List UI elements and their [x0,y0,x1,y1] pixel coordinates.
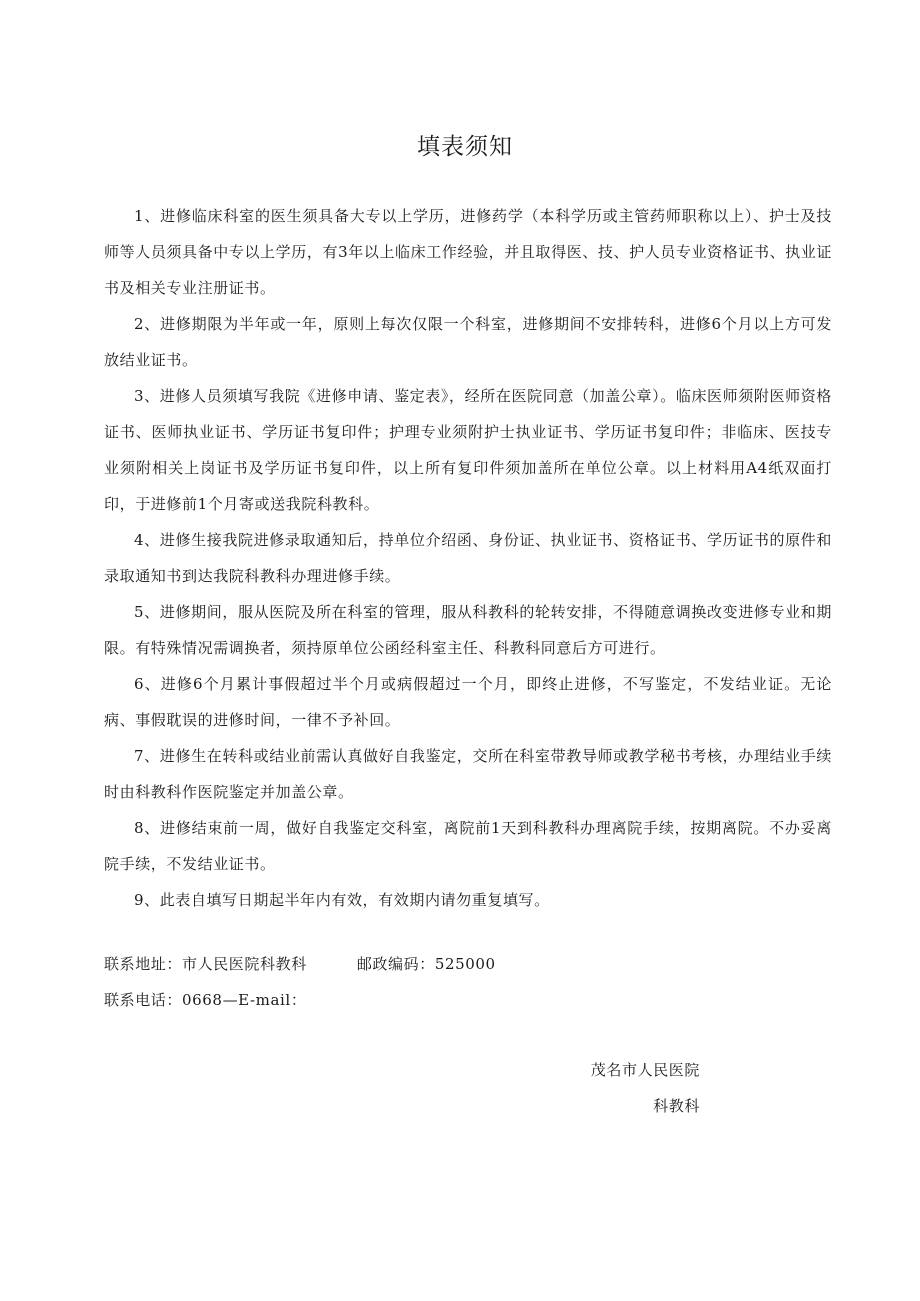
instruction-item-7: 7、进修生在转科或结业前需认真做好自我鉴定，交所在科室带教导师或教学秘书考核，办理结业手续时由科教科作医院鉴定并加盖公章。 [104,747,832,801]
contact-address: 联系地址：市人民医院科教科 [104,955,307,973]
instruction-item-3: 3、进修人员须填写我院《进修申请、鉴定表》，经所在医院同意（加盖公章）。临床医师须附医师资格证书、医师执业证书、学历证书复印件；护理专业须附护士执业证书、学历证书复印件；非临床、医技专业须附相关上岗证书及学历证书复印件，以上所有复印件须加盖所在单位公章。以上材料用A4纸双面打印，于进修前1个月寄或送我院科教科。 [104,387,832,513]
signature-org: 茂名市人民医院 [590,1061,700,1079]
contact-line-address [104,946,496,982]
page-title: 填表须知 [417,134,513,160]
instruction-item-5: 5、进修期间，服从医院及所在科室的管理，服从科教科的轮转安排，不得随意调换改变进修专业和期限。有特殊情况需调换者，须持原单位公函经科室主任、科教科同意后方可进行。 [104,603,832,657]
signature-block [580,1052,700,1124]
instruction-item-1: 1、进修临床科室的医生须具备大专以上学历，进修药学（本科学历或主管药师职称以上）、护士及技师等人员须具备中专以上学历，有3年以上临床工作经验，并且取得医、技、护人员专业资格证书、执业证书及相关专业注册证书。 [104,207,832,297]
contact-phone: 联系电话：0668—E-mail： [104,991,307,1009]
instruction-item-9: 9、此表自填写日期起半年内有效，有效期内请勿重复填写。 [134,891,550,909]
instruction-item-6: 6、进修6个月累计事假超过半个月或病假超过一个月，即终止进修，不写鉴定，不发结业证。无论病、事假耽误的进修时间，一律不予补回。 [104,675,832,729]
contact-postcode: 邮政编码：525000 [356,955,496,973]
instruction-item-4: 4、进修生接我院进修录取通知后，持单位介绍函、身份证、执业证书、资格证书、学历证书的原件和录取通知书到达我院科教科办理进修手续。 [104,531,832,585]
instruction-item-2: 2、进修期限为半年或一年，原则上每次仅限一个科室，进修期间不安排转科，进修6个月以上方可发放结业证书。 [104,315,832,369]
instructions-body [104,198,832,918]
instruction-item-8: 8、进修结束前一周，做好自我鉴定交科室，离院前1天到科教科办理离院手续，按期离院。不办妥离院手续，不发结业证书。 [104,819,832,873]
contact-block [104,946,496,1018]
signature-dept: 科教科 [653,1097,700,1115]
